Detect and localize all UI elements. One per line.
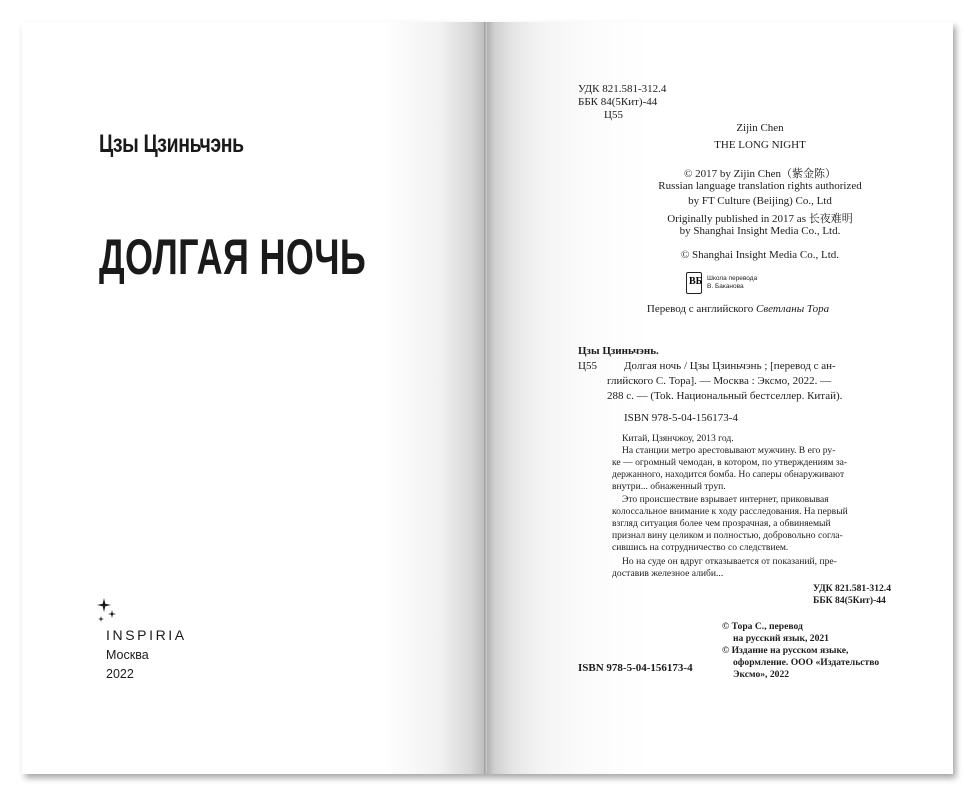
annotation-line: Китай, Цзянчжоу, 2013 год. [622, 433, 734, 444]
author-code: Ц55 [604, 109, 623, 121]
isbn-catalog: ISBN 978-5-04-156173-4 [624, 412, 738, 424]
udk-code: УДК 821.581-312.4 [578, 83, 667, 95]
copyright-edition: Эксмо», 2022 [733, 669, 790, 680]
original-author: Zijin Chen [736, 122, 784, 134]
annotation-line: внутри... обнаженный труп. [612, 481, 726, 492]
publication-year: 2022 [106, 667, 134, 681]
publisher-name: INSPIRIA [106, 627, 187, 643]
left-page [22, 22, 485, 774]
original-title: THE LONG NIGHT [714, 139, 806, 151]
udk-bottom: УДК 821.581-312.4 [813, 583, 891, 594]
translation-credit: Перевод с английского Светланы Тора [646, 303, 830, 315]
bbk-bottom: ББК 84(5Кит)-44 [813, 595, 886, 606]
translation-school-logo-icon: ВБ [686, 272, 702, 294]
translation-school-label: Школа перевода В. Баканова [707, 275, 758, 290]
annotation-line: держанного, находится бомба. Но саперы обнаруживают [612, 469, 845, 480]
catalog-line: Долгая ночь / Цзы Цзиньчэнь ; [перевод с ан- [624, 360, 836, 372]
author-name: Цзы Цзиньчэнь [99, 130, 244, 158]
annotation-line: признал вину целиком и полностью, добровольно согла- [612, 530, 843, 541]
copyright-line: by Shanghai Insight Media Co., Ltd. [679, 225, 841, 237]
catalog-line: 288 с. — (Tok. Национальный бестселлер. Китай). [607, 390, 843, 402]
book-spine [484, 22, 487, 774]
copyright-line: © 2017 by Zijin Chen（紫金陈） [684, 168, 836, 180]
copyright-edition: © Издание на русском языке, [722, 645, 849, 656]
copyright-insight: © Shanghai Insight Media Co., Ltd. [680, 249, 840, 261]
annotation-line: ке — огромный чемодан, в котором, по утверждениям за- [612, 457, 848, 468]
copyright-line: by FT Culture (Beijing) Co., Ltd [688, 195, 832, 207]
annotation-line: взгляд ситуация более чем прозрачная, а обвиняемый [612, 518, 831, 529]
catalog-author: Цзы Цзиньчэнь. [578, 345, 659, 357]
annotation-line: колоссальное внимание к ходу расследования. На первый [612, 506, 848, 517]
inspiria-star-icon [96, 598, 118, 629]
catalog-code: Ц55 [578, 360, 597, 372]
bbk-code: ББК 84(5Кит)-44 [578, 96, 658, 108]
isbn-bottom: ISBN 978-5-04-156173-4 [578, 662, 693, 674]
annotation-line: Но на суде он вдруг отказывается от показаний, пре- [622, 556, 837, 567]
copyright-edition: оформление. ООО «Издательство [733, 657, 880, 668]
copyright-line: Originally published in 2017 as 长夜难明 [667, 213, 853, 225]
annotation-line: Это происшествие взрывает интернет, приковывая [622, 494, 829, 505]
annotation-line: На станции метро арестовывают мужчину. В его ру- [622, 445, 836, 456]
publisher-city: Москва [106, 648, 149, 662]
copyright-line: Russian language translation rights authorized [658, 180, 862, 192]
annotation-line: сившись на сотрудничество со следствием. [612, 542, 789, 553]
copyright-translation: на русский язык, 2021 [733, 633, 829, 644]
copyright-translation: © Тора С., перевод [722, 621, 803, 632]
annotation-line: доставив железное алиби... [612, 568, 724, 579]
book-title: ДОЛГАЯ НОЧЬ [99, 229, 367, 285]
catalog-line: глийского С. Тора]. — Москва : Эксмо, 2022. — [607, 375, 832, 387]
